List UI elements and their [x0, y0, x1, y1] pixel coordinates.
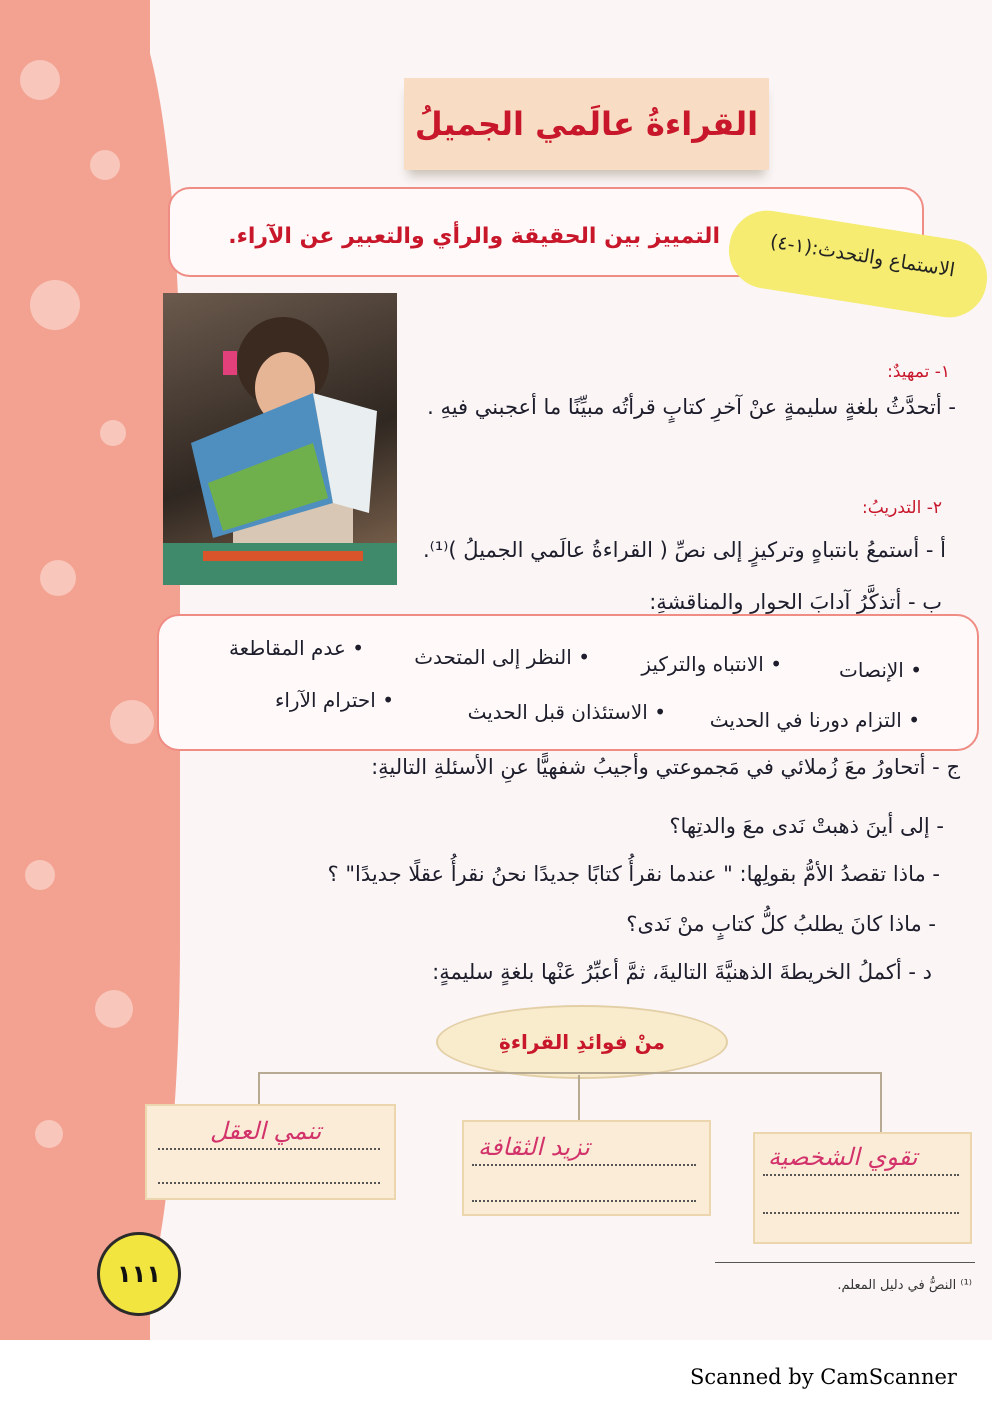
decorative-dot — [100, 420, 126, 446]
mind-map-connector — [880, 1072, 882, 1132]
decorative-dot — [90, 150, 120, 180]
scanner-watermark: Scanned by CamScanner — [690, 1365, 957, 1389]
mind-map-connector — [578, 1075, 580, 1097]
decorative-dot — [40, 560, 76, 596]
handwritten-answer: تقوي الشخصية — [768, 1143, 918, 1171]
mind-map-center — [436, 1005, 728, 1079]
item-b-text: ب - أتذكَّرُ آدابَ الحوارِ والمناقشةِ: — [649, 590, 942, 614]
question-item: - إلى أينَ ذهبتْ نَدى معَ والدتِها؟ — [669, 814, 944, 838]
decorative-dot — [35, 1120, 63, 1148]
question-item: - ماذا كانَ يطلبُ كلُّ كتابٍ منْ نَدى؟ — [626, 912, 936, 936]
intro-text: - أتحدَّثُ بلغةٍ سليمةٍ عنْ آخرِ كتابٍ قرأتُه مبيِّنًا ما أعجبني فيهِ . — [427, 395, 956, 419]
decorative-dot — [20, 60, 60, 100]
decorative-dot — [110, 700, 154, 744]
mind-map-connector — [258, 1072, 882, 1074]
item-d-text: د - أكملُ الخريطةَ الذهنيَّةَ التاليةَ، ثمَّ أعبِّرُ عَنْها بلغةٍ سليمةٍ: — [432, 960, 932, 984]
manner-item: • احترام الآراء — [274, 688, 394, 712]
training-heading: ٢- التدريبُ: — [862, 498, 942, 518]
handwritten-answer: تنمي العقل — [210, 1117, 322, 1145]
answer-line — [158, 1182, 380, 1184]
mind-map-connector — [578, 1096, 580, 1120]
answer-line — [472, 1164, 696, 1166]
answer-line — [763, 1174, 959, 1176]
question-item: - ماذا تقصدُ الأمُّ بقولِها: " عندما نقرأُ كتابًا جديدًا نحنُ نقرأُ عقلًا جديدًا" ؟ — [327, 862, 940, 886]
page-number: ١١١ — [117, 1260, 161, 1288]
answer-line — [158, 1148, 380, 1150]
manner-item: • عدم المقاطعة — [228, 636, 364, 660]
manner-item: • الانتباه والتركيز — [641, 652, 782, 676]
answer-line — [472, 1200, 696, 1202]
manner-item: • الاستئذان قبل الحديث — [467, 700, 666, 724]
lesson-tab-label: الاستماع والتحدث:(١-٤) — [768, 230, 957, 282]
intro-heading: ١- تمهيدٌ: — [887, 362, 950, 382]
decorative-dot — [95, 990, 133, 1028]
lesson-title: القراءةُ عالَمي الجميلُ — [414, 105, 759, 143]
manner-item: • الإنصات — [839, 658, 922, 682]
lesson-title-box — [404, 78, 769, 170]
item-a-text: أ - أستمعُ بانتباهٍ وتركيزٍ إلى نصِّ ( القراءةُ عالَمي الجميلُ )⁽¹⁾. — [423, 538, 946, 562]
decorative-dot — [30, 280, 80, 330]
page-number-badge — [97, 1232, 181, 1316]
girl-reading-illustration — [163, 293, 397, 585]
footnote-divider — [715, 1262, 975, 1263]
lesson-objective: التمييز بين الحقيقة والرأي والتعبير عن الآراء. — [228, 224, 720, 249]
girl-reading-photo — [163, 293, 397, 585]
footnote: ⁽¹⁾ النصُّ في دليل المعلم. — [837, 1278, 972, 1293]
answer-line — [763, 1212, 959, 1214]
manner-item: • التزام دورنا في الحديث — [709, 708, 920, 732]
mind-map-connector — [258, 1072, 260, 1104]
decorative-dot — [25, 860, 55, 890]
item-c-text: ج - أتحاورُ معَ زُملائي في مَجموعتي وأجيبُ شفهيًّا عنِ الأسئلةِ التاليةِ: — [371, 755, 960, 779]
mind-map-center-label: منْ فوائدِ القراءةِ — [499, 1030, 665, 1054]
manner-item: • النظر إلى المتحدث — [414, 645, 590, 669]
handwritten-answer: تزيد الثقافة — [478, 1133, 590, 1161]
